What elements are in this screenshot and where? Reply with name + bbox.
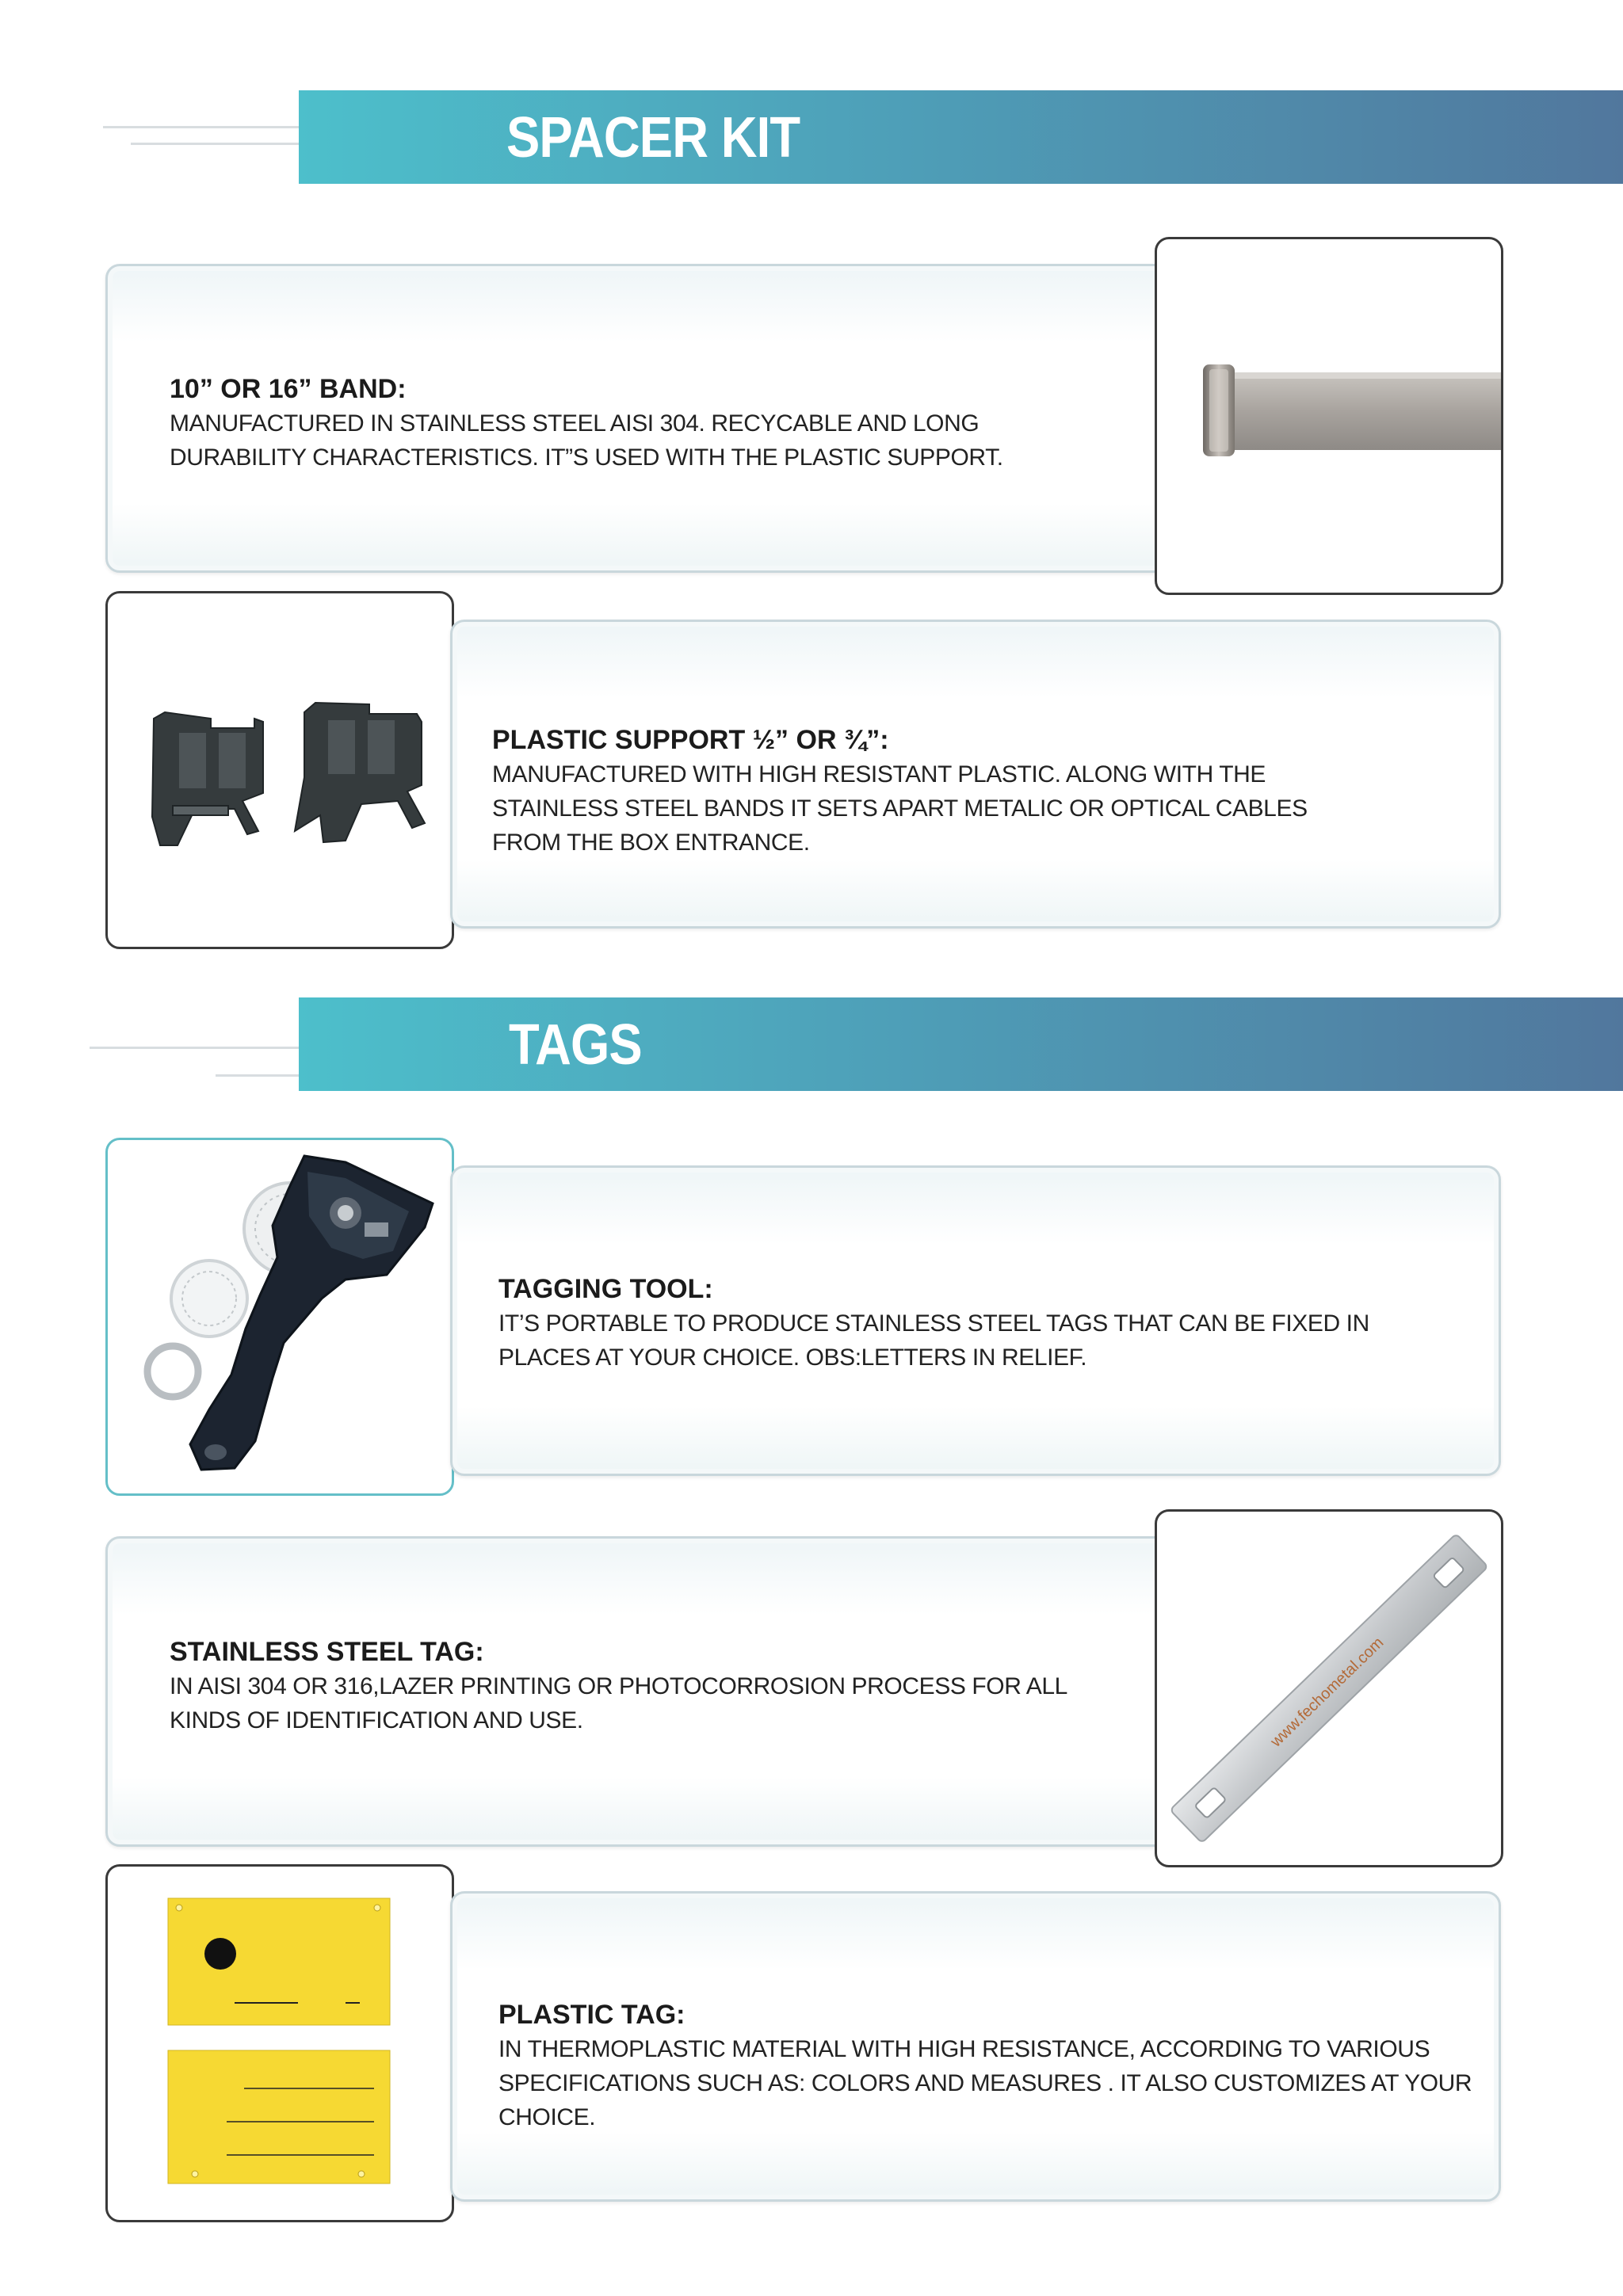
decorative-line [90,1047,301,1049]
section-banner-spacer-kit [299,90,1623,184]
image-frame-tagging-tool [105,1138,454,1496]
card-description: MANUFACTURED WITH HIGH RESISTANT PLASTIC. ALONG WITH THE STAINLESS STEEL BANDS IT SETS APART METALIC OR OPTICAL CABLES FROM THE BOX ENTRANCE. [492,761,1308,856]
yellow-plastic-tags-image [108,1867,452,2220]
card-tagging-tool [450,1165,1501,1476]
card-description: IN AISI 304 OR 316,LAZER PRINTING OR PHOTOCORROSION PROCESS FOR ALL KINDS OF IDENTIFICATION AND USE. [170,1673,1067,1733]
image-frame-plastic-tag [105,1864,454,2222]
image-frame-band [1155,237,1503,595]
card-description: IN THERMOPLASTIC MATERIAL WITH HIGH RESISTANCE, ACCORDING TO VARIOUS SPECIFICATIONS SUCH AS: COLORS AND MEASURES . IT ALSO CUSTOMIZES AT YOUR CHOICE. [498,2036,1472,2130]
steel-tag-image [1157,1512,1501,1865]
card-heading: PLASTIC SUPPORT ½” OR ¾”: [492,725,889,755]
plastic-supports-image [108,593,452,947]
stainless-steel-band-image [1157,239,1501,593]
card-plastic-support [450,620,1501,929]
section-title: SPACER KIT [506,106,800,170]
decorative-line [131,143,301,145]
section-banner-tags [299,997,1623,1091]
image-frame-steel-tag [1155,1509,1503,1867]
card-heading: TAGGING TOOL: [498,1274,713,1304]
image-frame-plastic-support [105,591,454,949]
card-heading: STAINLESS STEEL TAG: [170,1637,484,1667]
decorative-line [216,1074,301,1077]
card-heading: PLASTIC TAG: [498,2000,685,2030]
steel-tag-engraving: www.fechometal.com [1267,1634,1388,1751]
card-description: MANUFACTURED IN STAINLESS STEEL AISI 304. RECYCABLE AND LONG DURABILITY CHARACTERISTICS. IT”S USED WITH THE PLASTIC SUPPORT. [170,410,1003,471]
section-title: TAGS [509,1013,642,1077]
tagging-tool-image [108,1140,452,1493]
decorative-line [103,126,301,128]
card-heading: 10” OR 16” BAND: [170,374,407,404]
card-plastic-tag [450,1891,1501,2202]
card-description: IT’S PORTABLE TO PRODUCE STAINLESS STEEL TAGS THAT CAN BE FIXED IN PLACES AT YOUR CHOICE. OBS:LETTERS IN RELIEF. [498,1310,1369,1371]
